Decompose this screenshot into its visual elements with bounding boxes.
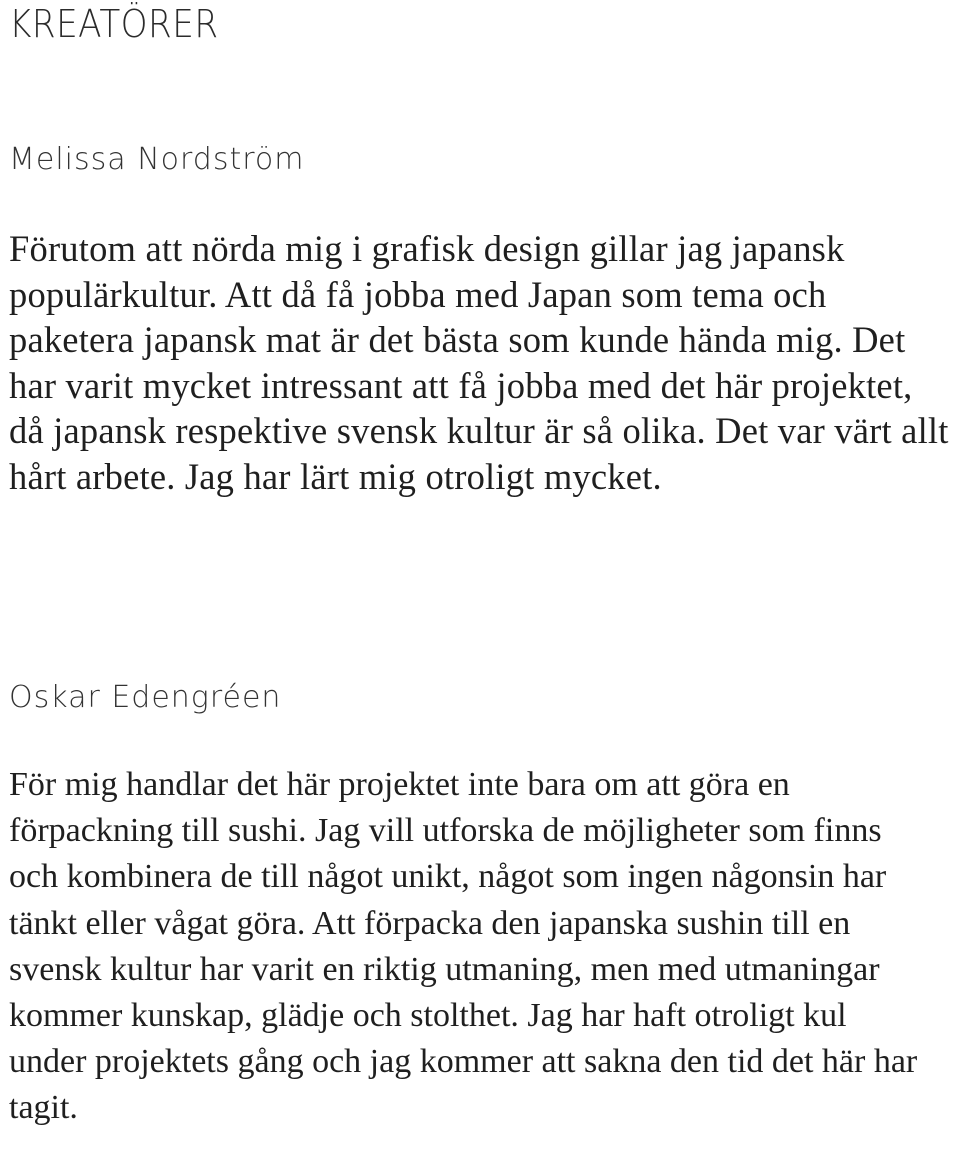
creator-name-melissa: Melissa Nordström: [9, 142, 305, 177]
creator-name-oskar: Oskar Edengréen: [9, 680, 282, 715]
creator-bio-oskar: För mig handlar det här projektet inte bara om att göra en förpackning till sushi. Jag vill utforska de möjligheter som finns och kombinera de till något unikt, något som ingen någonsin har tänkt eller vågat göra. Att förpacka den japanska sushin till en svensk kultur har varit en riktig utmaning, men med utmaningar kommer kunskap, glädje och stolthet. Jag har haft otroligt kul under projektets gång och jag kommer att sakna den tid det här har tagit.: [9, 766, 918, 1127]
section-title: KREATÖRER: [9, 2, 219, 46]
creator-bio-melissa: Förutom att nörda mig i grafisk design gillar jag japansk populärkultur. Att då få jobba med Japan som tema och paketera japansk mat är det bästa som kunde hända mig. Det har varit mycket intressant att få jobba med det här projektet, då japansk respektive svensk kultur är så olika. Det var värt allt hårt arbete. Jag har lärt mig otroligt mycket.: [9, 228, 949, 497]
